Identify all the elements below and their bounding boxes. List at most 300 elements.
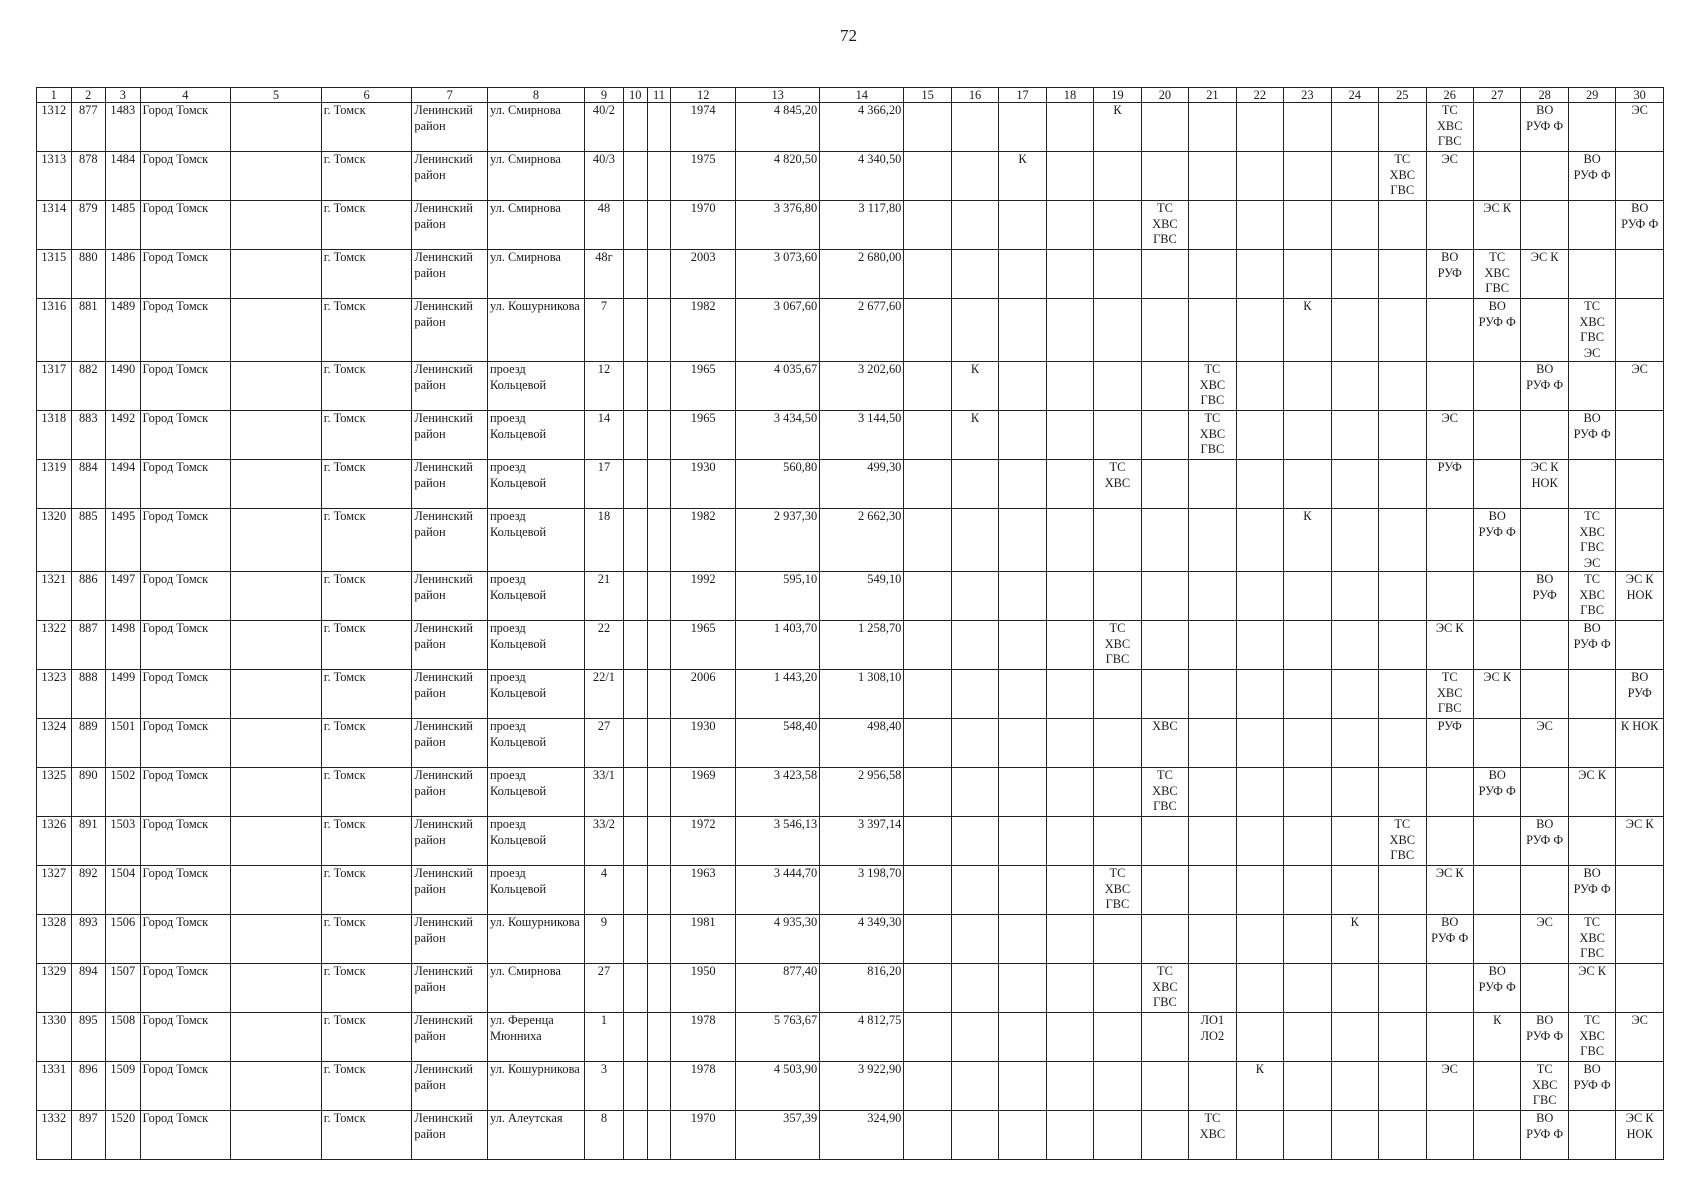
cell-col-12: 2003	[671, 250, 736, 299]
code-cell-col-29	[1568, 103, 1615, 152]
code-cell-col-21	[1189, 915, 1236, 964]
code-cell-col-18	[1046, 964, 1093, 1013]
cell-col-8: проезд Кольцевой	[487, 719, 584, 768]
cell-col-10	[623, 768, 647, 817]
code-cell-col-22	[1236, 201, 1283, 250]
code-cell-col-15	[904, 362, 951, 411]
cell-col-10	[623, 719, 647, 768]
cell-col-8: проезд Кольцевой	[487, 670, 584, 719]
cell-col-6: г. Томск	[321, 299, 412, 362]
code-cell-col-28	[1521, 411, 1568, 460]
column-header-13: 13	[736, 88, 820, 103]
cell-col-4: Город Томск	[140, 670, 231, 719]
cell-col-4: Город Томск	[140, 411, 231, 460]
code-cell-col-29	[1568, 460, 1615, 509]
cell-col-5	[231, 1062, 322, 1111]
cell-col-8: проезд Кольцевой	[487, 411, 584, 460]
code-cell-col-28	[1521, 299, 1568, 362]
cell-col-5	[231, 964, 322, 1013]
cell-col-2: 885	[71, 509, 106, 572]
code-cell-col-30	[1616, 250, 1664, 299]
code-cell-col-26: ЭС	[1426, 152, 1473, 201]
cell-col-1: 1316	[37, 299, 72, 362]
table-row	[37, 964, 1664, 1013]
code-cell-col-27: ВО РУФ Ф	[1473, 509, 1520, 572]
cell-col-4: Город Томск	[140, 460, 231, 509]
code-cell-col-27	[1473, 719, 1520, 768]
cell-col-13: 4 935,30	[736, 915, 820, 964]
cell-col-14: 2 956,58	[820, 768, 904, 817]
housing-registry-table	[36, 87, 1664, 1160]
code-cell-col-25	[1379, 1062, 1426, 1111]
cell-col-9: 27	[585, 964, 624, 1013]
cell-col-7: Ленинский район	[412, 1013, 488, 1062]
cell-col-6: г. Томск	[321, 201, 412, 250]
column-header-2: 2	[71, 88, 106, 103]
code-cell-col-24	[1331, 572, 1378, 621]
cell-col-7: Ленинский район	[412, 362, 488, 411]
code-cell-col-29	[1568, 250, 1615, 299]
cell-col-4: Город Томск	[140, 964, 231, 1013]
cell-col-3: 1507	[106, 964, 141, 1013]
cell-col-3: 1483	[106, 103, 141, 152]
code-cell-col-20	[1141, 509, 1188, 572]
cell-col-10	[623, 250, 647, 299]
cell-col-6: г. Томск	[321, 768, 412, 817]
cell-col-14: 4 366,20	[820, 103, 904, 152]
cell-col-4: Город Томск	[140, 1013, 231, 1062]
cell-col-9: 33/2	[585, 817, 624, 866]
cell-col-6: г. Томск	[321, 1013, 412, 1062]
cell-col-9: 14	[585, 411, 624, 460]
code-cell-col-25	[1379, 460, 1426, 509]
code-cell-col-15	[904, 411, 951, 460]
code-cell-col-20	[1141, 817, 1188, 866]
cell-col-11	[647, 817, 671, 866]
cell-col-7: Ленинский район	[412, 670, 488, 719]
cell-col-5	[231, 719, 322, 768]
cell-col-2: 879	[71, 201, 106, 250]
cell-col-7: Ленинский район	[412, 1111, 488, 1160]
code-cell-col-18	[1046, 103, 1093, 152]
code-cell-col-17	[999, 964, 1046, 1013]
cell-col-13: 2 937,30	[736, 509, 820, 572]
code-cell-col-21	[1189, 964, 1236, 1013]
code-cell-col-22	[1236, 768, 1283, 817]
code-cell-col-15	[904, 866, 951, 915]
cell-col-13: 560,80	[736, 460, 820, 509]
code-cell-col-26: ЭС К	[1426, 866, 1473, 915]
code-cell-col-22	[1236, 719, 1283, 768]
code-cell-col-26: ЭС	[1426, 1062, 1473, 1111]
cell-col-9: 33/1	[585, 768, 624, 817]
cell-col-13: 3 444,70	[736, 866, 820, 915]
cell-col-3: 1499	[106, 670, 141, 719]
code-cell-col-16	[951, 299, 998, 362]
cell-col-12: 1975	[671, 152, 736, 201]
cell-col-9: 40/3	[585, 152, 624, 201]
cell-col-10	[623, 964, 647, 1013]
code-cell-col-23	[1284, 460, 1331, 509]
code-cell-col-19	[1094, 768, 1141, 817]
code-cell-col-28: ВО РУФ Ф	[1521, 362, 1568, 411]
code-cell-col-23	[1284, 411, 1331, 460]
code-cell-col-28: ВО РУФ	[1521, 572, 1568, 621]
code-cell-col-18	[1046, 572, 1093, 621]
code-cell-col-18	[1046, 621, 1093, 670]
code-cell-col-21	[1189, 509, 1236, 572]
cell-col-3: 1506	[106, 915, 141, 964]
cell-col-13: 4 035,67	[736, 362, 820, 411]
cell-col-12: 1982	[671, 299, 736, 362]
code-cell-col-29: ТС ХВС ГВС	[1568, 572, 1615, 621]
code-cell-col-24	[1331, 1062, 1378, 1111]
code-cell-col-21	[1189, 817, 1236, 866]
cell-col-2: 894	[71, 964, 106, 1013]
cell-col-12: 1978	[671, 1062, 736, 1111]
cell-col-1: 1319	[37, 460, 72, 509]
cell-col-4: Город Томск	[140, 621, 231, 670]
code-cell-col-16	[951, 103, 998, 152]
code-cell-col-26	[1426, 572, 1473, 621]
code-cell-col-15	[904, 670, 951, 719]
table-row	[37, 201, 1664, 250]
code-cell-col-28	[1521, 152, 1568, 201]
code-cell-col-20	[1141, 460, 1188, 509]
column-header-18: 18	[1046, 88, 1093, 103]
code-cell-col-25: ТС ХВС ГВС	[1379, 817, 1426, 866]
cell-col-8: ул. Смирнова	[487, 152, 584, 201]
cell-col-13: 4 820,50	[736, 152, 820, 201]
cell-col-11	[647, 964, 671, 1013]
cell-col-10	[623, 201, 647, 250]
code-cell-col-25	[1379, 411, 1426, 460]
code-cell-col-16	[951, 250, 998, 299]
code-cell-col-20	[1141, 866, 1188, 915]
code-cell-col-27	[1473, 1111, 1520, 1160]
code-cell-col-17	[999, 915, 1046, 964]
code-cell-col-29	[1568, 201, 1615, 250]
cell-col-8: проезд Кольцевой	[487, 509, 584, 572]
code-cell-col-25	[1379, 509, 1426, 572]
code-cell-col-19	[1094, 250, 1141, 299]
code-cell-col-19	[1094, 572, 1141, 621]
cell-col-13: 1 403,70	[736, 621, 820, 670]
cell-col-11	[647, 572, 671, 621]
cell-col-8: ул. Ференца Мюнниха	[487, 1013, 584, 1062]
cell-col-2: 897	[71, 1111, 106, 1160]
code-cell-col-19: ТС ХВС	[1094, 460, 1141, 509]
code-cell-col-15	[904, 299, 951, 362]
cell-col-14: 498,40	[820, 719, 904, 768]
cell-col-5	[231, 1013, 322, 1062]
cell-col-5	[231, 201, 322, 250]
cell-col-2: 881	[71, 299, 106, 362]
cell-col-3: 1486	[106, 250, 141, 299]
cell-col-8: ул. Кошурникова	[487, 1062, 584, 1111]
cell-col-13: 4 503,90	[736, 1062, 820, 1111]
cell-col-11	[647, 103, 671, 152]
table-row	[37, 768, 1664, 817]
cell-col-6: г. Томск	[321, 866, 412, 915]
code-cell-col-16	[951, 1013, 998, 1062]
cell-col-13: 357,39	[736, 1111, 820, 1160]
code-cell-col-15	[904, 1062, 951, 1111]
code-cell-col-22	[1236, 411, 1283, 460]
cell-col-7: Ленинский район	[412, 621, 488, 670]
cell-col-7: Ленинский район	[412, 201, 488, 250]
code-cell-col-28	[1521, 201, 1568, 250]
code-cell-col-15	[904, 915, 951, 964]
code-cell-col-15	[904, 719, 951, 768]
cell-col-8: ул. Кошурникова	[487, 299, 584, 362]
code-cell-col-15	[904, 250, 951, 299]
code-cell-col-24	[1331, 817, 1378, 866]
cell-col-2: 889	[71, 719, 106, 768]
cell-col-2: 887	[71, 621, 106, 670]
code-cell-col-21: ТС ХВС	[1189, 1111, 1236, 1160]
table-header-row	[37, 88, 1664, 103]
cell-col-3: 1508	[106, 1013, 141, 1062]
cell-col-6: г. Томск	[321, 362, 412, 411]
cell-col-10	[623, 103, 647, 152]
code-cell-col-15	[904, 621, 951, 670]
cell-col-12: 1950	[671, 964, 736, 1013]
table-row	[37, 1062, 1664, 1111]
code-cell-col-24: К	[1331, 915, 1378, 964]
cell-col-1: 1329	[37, 964, 72, 1013]
code-cell-col-17	[999, 670, 1046, 719]
code-cell-col-22	[1236, 964, 1283, 1013]
code-cell-col-27	[1473, 103, 1520, 152]
cell-col-1: 1315	[37, 250, 72, 299]
cell-col-8: ул. Кошурникова	[487, 915, 584, 964]
code-cell-col-29	[1568, 670, 1615, 719]
code-cell-col-23	[1284, 621, 1331, 670]
code-cell-col-17	[999, 250, 1046, 299]
cell-col-14: 1 308,10	[820, 670, 904, 719]
cell-col-7: Ленинский район	[412, 964, 488, 1013]
cell-col-2: 892	[71, 866, 106, 915]
cell-col-3: 1504	[106, 866, 141, 915]
cell-col-12: 1965	[671, 362, 736, 411]
cell-col-7: Ленинский район	[412, 509, 488, 572]
code-cell-col-23	[1284, 670, 1331, 719]
code-cell-col-19	[1094, 152, 1141, 201]
cell-col-13: 877,40	[736, 964, 820, 1013]
code-cell-col-22	[1236, 866, 1283, 915]
code-cell-col-24	[1331, 670, 1378, 719]
code-cell-col-27	[1473, 411, 1520, 460]
code-cell-col-18	[1046, 152, 1093, 201]
code-cell-col-24	[1331, 250, 1378, 299]
cell-col-7: Ленинский район	[412, 866, 488, 915]
cell-col-11	[647, 460, 671, 509]
cell-col-14: 4 812,75	[820, 1013, 904, 1062]
code-cell-col-25	[1379, 103, 1426, 152]
cell-col-3: 1498	[106, 621, 141, 670]
code-cell-col-20	[1141, 362, 1188, 411]
cell-col-8: ул. Смирнова	[487, 201, 584, 250]
code-cell-col-23	[1284, 817, 1331, 866]
cell-col-4: Город Томск	[140, 572, 231, 621]
code-cell-col-29: ВО РУФ Ф	[1568, 152, 1615, 201]
cell-col-11	[647, 411, 671, 460]
page-number: 72	[840, 26, 857, 45]
column-header-22: 22	[1236, 88, 1283, 103]
code-cell-col-20	[1141, 299, 1188, 362]
cell-col-2: 886	[71, 572, 106, 621]
code-cell-col-21: ЛО1 ЛО2	[1189, 1013, 1236, 1062]
code-cell-col-24	[1331, 411, 1378, 460]
code-cell-col-21	[1189, 201, 1236, 250]
cell-col-9: 12	[585, 362, 624, 411]
cell-col-7: Ленинский район	[412, 411, 488, 460]
code-cell-col-30	[1616, 299, 1664, 362]
code-cell-col-27: ВО РУФ Ф	[1473, 768, 1520, 817]
table-body	[37, 103, 1664, 1160]
code-cell-col-20	[1141, 411, 1188, 460]
code-cell-col-25	[1379, 621, 1426, 670]
cell-col-12: 1965	[671, 411, 736, 460]
code-cell-col-28	[1521, 768, 1568, 817]
code-cell-col-28	[1521, 866, 1568, 915]
cell-col-10	[623, 299, 647, 362]
column-header-30: 30	[1616, 88, 1664, 103]
code-cell-col-19	[1094, 299, 1141, 362]
cell-col-14: 3 922,90	[820, 1062, 904, 1111]
cell-col-3: 1494	[106, 460, 141, 509]
cell-col-8: проезд Кольцевой	[487, 572, 584, 621]
cell-col-7: Ленинский район	[412, 572, 488, 621]
code-cell-col-26	[1426, 509, 1473, 572]
code-cell-col-23	[1284, 572, 1331, 621]
code-cell-col-23	[1284, 915, 1331, 964]
cell-col-11	[647, 362, 671, 411]
cell-col-6: г. Томск	[321, 103, 412, 152]
cell-col-2: 877	[71, 103, 106, 152]
cell-col-14: 2 677,60	[820, 299, 904, 362]
cell-col-3: 1492	[106, 411, 141, 460]
cell-col-1: 1318	[37, 411, 72, 460]
code-cell-col-24	[1331, 509, 1378, 572]
code-cell-col-25	[1379, 670, 1426, 719]
code-cell-col-21: ТС ХВС ГВС	[1189, 362, 1236, 411]
column-header-29: 29	[1568, 88, 1615, 103]
code-cell-col-17	[999, 572, 1046, 621]
column-header-16: 16	[951, 88, 998, 103]
code-cell-col-16	[951, 152, 998, 201]
cell-col-3: 1484	[106, 152, 141, 201]
code-cell-col-20	[1141, 670, 1188, 719]
code-cell-col-26	[1426, 362, 1473, 411]
code-cell-col-24	[1331, 1111, 1378, 1160]
table-row	[37, 817, 1664, 866]
code-cell-col-29: ВО РУФ Ф	[1568, 411, 1615, 460]
code-cell-col-26: РУФ	[1426, 719, 1473, 768]
cell-col-6: г. Томск	[321, 719, 412, 768]
cell-col-10	[623, 866, 647, 915]
code-cell-col-22	[1236, 103, 1283, 152]
code-cell-col-22	[1236, 670, 1283, 719]
cell-col-13: 3 067,60	[736, 299, 820, 362]
code-cell-col-27	[1473, 572, 1520, 621]
code-cell-col-18	[1046, 1062, 1093, 1111]
cell-col-7: Ленинский район	[412, 768, 488, 817]
code-cell-col-19	[1094, 411, 1141, 460]
code-cell-col-21	[1189, 719, 1236, 768]
cell-col-5	[231, 572, 322, 621]
code-cell-col-27: К	[1473, 1013, 1520, 1062]
table-row	[37, 621, 1664, 670]
code-cell-col-15	[904, 1013, 951, 1062]
code-cell-col-28: ЭС К	[1521, 250, 1568, 299]
code-cell-col-18	[1046, 362, 1093, 411]
cell-col-13: 595,10	[736, 572, 820, 621]
cell-col-1: 1331	[37, 1062, 72, 1111]
cell-col-9: 17	[585, 460, 624, 509]
cell-col-14: 3 144,50	[820, 411, 904, 460]
code-cell-col-18	[1046, 1111, 1093, 1160]
code-cell-col-27: ЭС К	[1473, 670, 1520, 719]
column-header-19: 19	[1094, 88, 1141, 103]
code-cell-col-26	[1426, 1013, 1473, 1062]
cell-col-3: 1520	[106, 1111, 141, 1160]
code-cell-col-18	[1046, 250, 1093, 299]
code-cell-col-22	[1236, 299, 1283, 362]
code-cell-col-28	[1521, 509, 1568, 572]
code-cell-col-16: К	[951, 411, 998, 460]
code-cell-col-30	[1616, 768, 1664, 817]
code-cell-col-16	[951, 1062, 998, 1111]
cell-col-4: Город Томск	[140, 509, 231, 572]
code-cell-col-27	[1473, 1062, 1520, 1111]
cell-col-1: 1313	[37, 152, 72, 201]
code-cell-col-26	[1426, 768, 1473, 817]
cell-col-14: 3 117,80	[820, 201, 904, 250]
cell-col-14: 3 202,60	[820, 362, 904, 411]
code-cell-col-15	[904, 460, 951, 509]
cell-col-1: 1322	[37, 621, 72, 670]
cell-col-2: 882	[71, 362, 106, 411]
cell-col-10	[623, 817, 647, 866]
code-cell-col-26	[1426, 201, 1473, 250]
column-header-7: 7	[412, 88, 488, 103]
code-cell-col-21	[1189, 670, 1236, 719]
code-cell-col-17	[999, 103, 1046, 152]
code-cell-col-26: ТС ХВС ГВС	[1426, 670, 1473, 719]
code-cell-col-22	[1236, 1013, 1283, 1062]
cell-col-5	[231, 768, 322, 817]
cell-col-2: 890	[71, 768, 106, 817]
code-cell-col-30	[1616, 509, 1664, 572]
code-cell-col-16	[951, 964, 998, 1013]
cell-col-12: 2006	[671, 670, 736, 719]
cell-col-12: 1963	[671, 866, 736, 915]
code-cell-col-30	[1616, 915, 1664, 964]
cell-col-7: Ленинский район	[412, 250, 488, 299]
code-cell-col-17	[999, 866, 1046, 915]
code-cell-col-22: К	[1236, 1062, 1283, 1111]
code-cell-col-19	[1094, 1111, 1141, 1160]
cell-col-13: 4 845,20	[736, 103, 820, 152]
cell-col-12: 1965	[671, 621, 736, 670]
cell-col-7: Ленинский район	[412, 152, 488, 201]
cell-col-5	[231, 817, 322, 866]
cell-col-10	[623, 670, 647, 719]
code-cell-col-30: ЭС	[1616, 1013, 1664, 1062]
code-cell-col-26	[1426, 964, 1473, 1013]
